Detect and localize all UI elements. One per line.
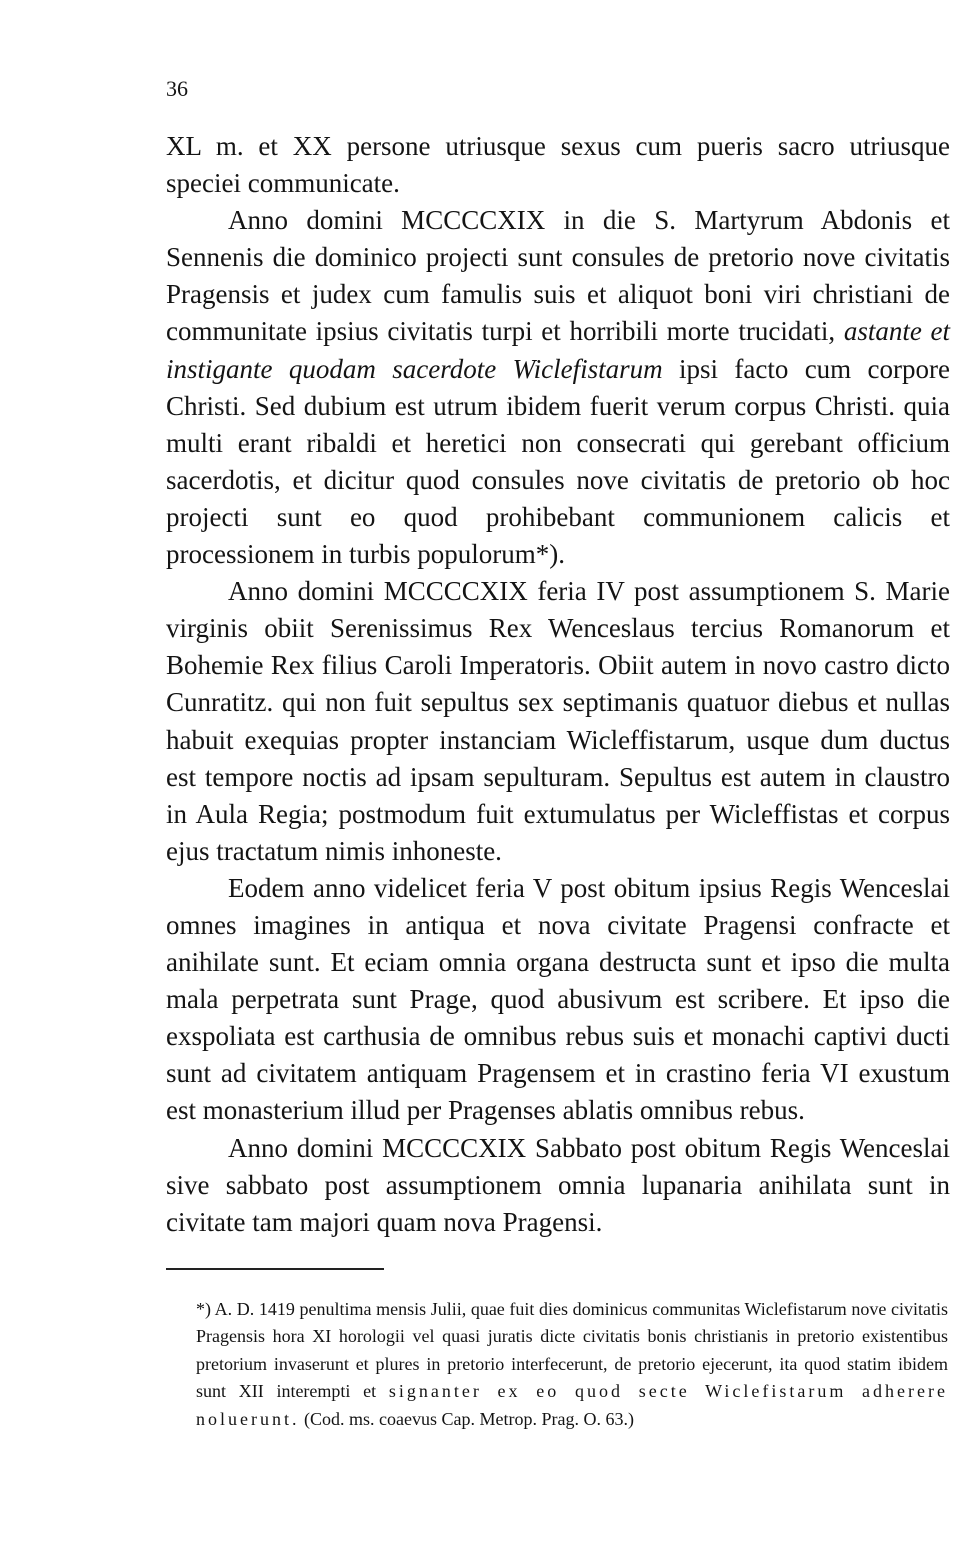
paragraph-4: Eodem anno videlicet feria V post obitum ipsius Regis Wenceslai omnes imagines in antiqua et nova civitate Pragensi confracte et anihilate sunt. Et eciam omnia organa destructa sunt et ipso die multa mala perpetrata sunt Prage, quod abusivum est scribere. Et ipso die exspoliata est carthusia de omnibus rebus suis et monachi captivi ducti sunt ad civitatem antiquam Pragensem et in crastino feria VI exustum est monasterium illud per Pragenses ablatis omnibus rebus. [166, 872, 950, 1126]
paragraph-2-text-start: Anno domini MCCCCXIX in die S. Martyrum Abdonis et Sennenis die dominico projecti sunt consules de pretorio nove civitatis Pragensis et judex cum famulis suis et aliquot boni viri christiani de communitate ipsius civitatis turpi et horribili morte trucidati, [166, 205, 950, 347]
main-text [166, 128, 950, 1241]
paragraph-2-italic-phrase: astante et instigante quodam sacerdote Wiclefistarum [166, 316, 951, 384]
paragraph-3: Anno domini MCCCCXIX feria IV post assumptionem S. Marie virginis obiit Serenissimus Rex Wenceslaus tercius Romanorum et Bohemie Rex filius Caroli Imperatoris. Obiit autem in novo castro dicto Cunratitz. qui non fuit sepultus sex septimanis quatuor diebus et nullas habuit exequias propter instanciam Wicleffistarum, usque dum ductus est tempore noctis ad ipsam sepulturam. Sepultus est autem in claustro in Aula Regia; postmodum fuit extumulatus per Wicleffistas et corpus ejus tractatum nimis inhoneste. [166, 576, 950, 866]
page-number: 36 [166, 76, 188, 101]
footnote [196, 1296, 948, 1433]
paragraph-5: Anno domini MCCCCXIX Sabbato post obitum Regis Wenceslai sive sabbato post assumptionem omnia lupanaria anihilata sunt in civitate tam majori quam nova Pragensi. [166, 1132, 950, 1237]
footnote-citation: (Cod. ms. coaevus Cap. Metrop. Prag. O. 63.) [299, 1408, 634, 1429]
footnote-divider [166, 1268, 384, 1270]
paragraph-1: XL m. et XX persone utriusque sexus cum pueris sacro utriusque speciei communicate. [166, 131, 950, 199]
paragraph-2-text-end: ipsi facto cum corpore Christi. Sed dubium est utrum ibidem fuerit verum corpus Christi. quia multi erant ribaldi et heretici non consecrati qui gerebant officium sacerdotis, et dicitur quod consules nove civitatis de pretorio ob hoc projecti sunt eo quod prohibebant communionem calicis et processionem in turbis populorum*). [166, 353, 951, 570]
footnote-text-start: *) A. D. 1419 penultima mensis Julii, quae fuit dies dominicus communitas Wiclefistarum nove civitatis Pragensis hora XI horologii vel quasi juratis dicte civitatis bonis christianis in pretorio existentibus pretorium invaserunt et plures in pretorio interfecerunt, de pretorio ejecerunt, ita quod statim ibidem sunt XII interempti et [196, 1299, 948, 1402]
paragraph-2 [166, 202, 950, 573]
footnote-spaced-phrase: signanter ex eo quod secte Wiclefistarum adherere noluerunt. [196, 1381, 948, 1429]
